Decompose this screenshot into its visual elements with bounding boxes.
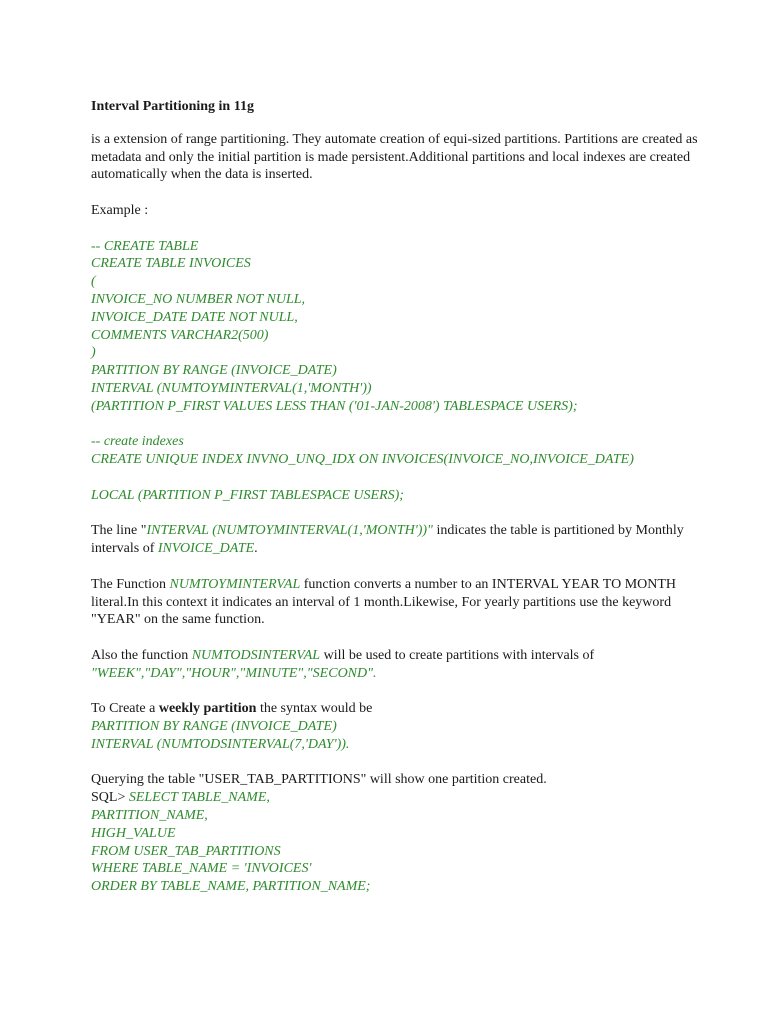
inline-code: INVOICE_DATE: [157, 541, 255, 557]
code-line: INTERVAL (NUMTODSINTERVAL(7,'DAY')).: [91, 736, 350, 752]
weekly-intro: [91, 700, 698, 718]
page-title: Interval Partitioning in 11g: [91, 99, 254, 114]
code-line: INTERVAL (NUMTOYMINTERVAL(1,'MONTH')): [91, 380, 372, 396]
bold-text: weekly partition: [158, 701, 257, 717]
code-line: INVOICE_DATE DATE NOT NULL,: [91, 309, 298, 325]
inline-code: SELECT TABLE_NAME,: [128, 790, 270, 806]
create-index-code: [91, 433, 698, 469]
code-line: CREATE UNIQUE INDEX INVNO_UNQ_IDX ON INVOICES(INVOICE_NO,INVOICE_DATE): [91, 452, 634, 468]
code-line: HIGH_VALUE: [91, 825, 176, 841]
interval-explanation-paragraph: [91, 522, 698, 558]
sql-prompt: SQL>: [91, 790, 129, 806]
text-run: Also the function: [91, 647, 192, 663]
inline-code: NUMTODSINTERVAL: [191, 647, 321, 663]
weekly-partition-code: [91, 718, 698, 754]
code-line: FROM USER_TAB_PARTITIONS: [91, 843, 281, 859]
code-line: -- create indexes: [91, 434, 184, 450]
query-section: [91, 771, 698, 896]
create-table-code: [91, 238, 698, 416]
example-label: Example :: [91, 202, 149, 218]
code-line: LOCAL (PARTITION P_FIRST TABLESPACE USERS);: [91, 487, 404, 503]
code-line: [91, 789, 698, 807]
function-paragraph: [91, 576, 698, 629]
inline-code: INTERVAL (NUMTOYMINTERVAL(1,'MONTH'))": [146, 523, 433, 539]
text-run: function converts a number to an INTERVAL YEAR TO MONTH literal.In this context it indicates an interval of 1 month.Likewise, For yearly partitions use the keyword "YEAR" on the same function.: [91, 576, 677, 628]
text-run: indicates the table is partitioned by Monthly intervals of: [91, 523, 684, 557]
text-run: .: [254, 541, 258, 557]
sql-query: [91, 789, 698, 896]
code-line: PARTITION BY RANGE (INVOICE_DATE): [91, 363, 337, 379]
code-line: INVOICE_NO NUMBER NOT NULL,: [91, 291, 306, 307]
intro-paragraph: is a extension of range partitioning. They automate creation of equi-sized partitions. Partitions are created as metadata and only the initial partition is made persistent.Additional partitions and local indexes are created automatically when the data is inserted.: [91, 131, 698, 183]
weekly-partition-section: [91, 700, 698, 753]
local-partition-code: [91, 487, 698, 505]
code-line: PARTITION_NAME,: [91, 808, 208, 824]
interval-values: "WEEK","DAY","HOUR","MINUTE","SECOND".: [91, 665, 377, 681]
text-run: The Function: [91, 576, 170, 592]
text-run: the syntax would be: [256, 701, 373, 717]
code-line: (PARTITION P_FIRST VALUES LESS THAN ('01-JAN-2008') TABLESPACE USERS);: [91, 398, 578, 414]
inline-code: NUMTOYMINTERVAL: [169, 576, 301, 592]
code-line: COMMENTS VARCHAR2(500): [91, 327, 269, 343]
code-line: PARTITION BY RANGE (INVOICE_DATE): [91, 719, 337, 735]
code-line: CREATE TABLE INVOICES: [91, 256, 251, 272]
text-run: To Create a: [91, 701, 159, 717]
code-line: WHERE TABLE_NAME = 'INVOICES': [91, 861, 312, 877]
code-line: -- CREATE TABLE: [91, 238, 199, 254]
query-paragraph: Querying the table "USER_TAB_PARTITIONS" will show one partition created.: [91, 772, 547, 788]
text-run: will be used to create partitions with intervals of: [320, 647, 595, 663]
code-line: ): [91, 345, 96, 361]
code-line: (: [91, 274, 96, 290]
code-line: ORDER BY TABLE_NAME, PARTITION_NAME;: [91, 879, 371, 895]
text-run: The line ": [91, 523, 147, 539]
also-function-paragraph: [91, 647, 698, 683]
